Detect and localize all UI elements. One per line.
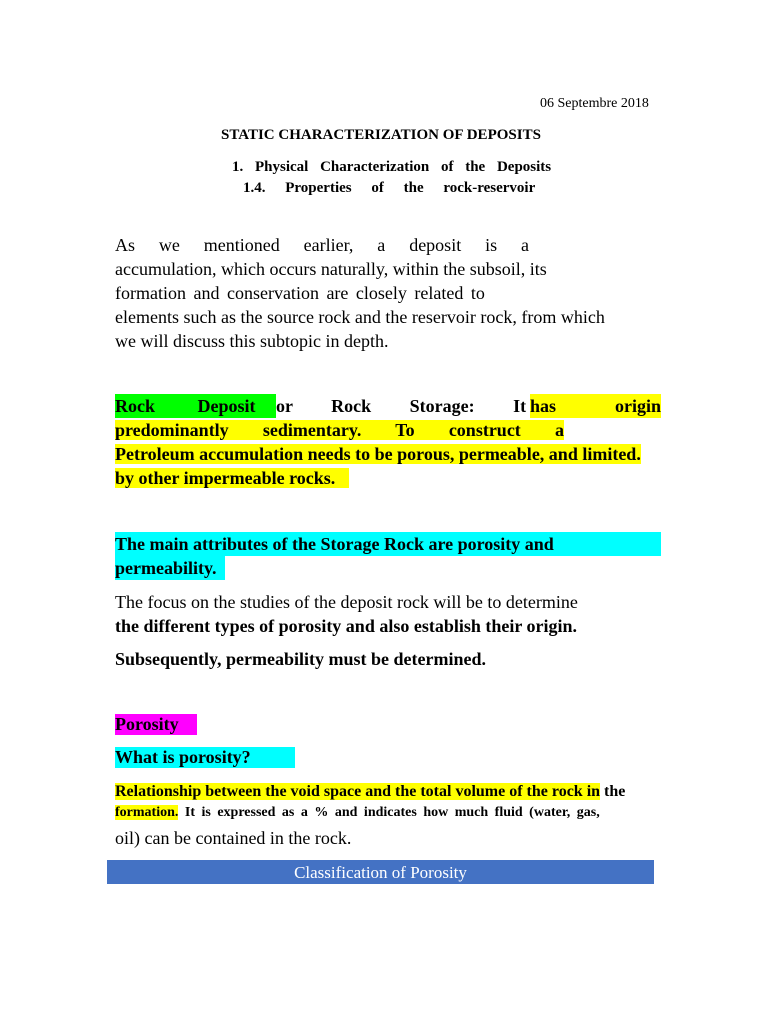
rock-line-2: predominantly sedimentary. To construct a	[115, 420, 564, 440]
intro-line: formation and conservation are closely related to	[115, 283, 485, 303]
rock-deposit-term: Rock Deposit	[115, 396, 256, 416]
permeability-note: Subsequently, permeability must be determined.	[115, 649, 487, 669]
subsection-heading: 1.4. Properties of the rock-reservoir	[243, 180, 536, 196]
attributes-line-2: permeability.	[115, 556, 225, 580]
focus-paragraph	[115, 590, 578, 638]
porosity-definition-line-2	[115, 805, 600, 821]
attributes-paragraph	[115, 532, 661, 580]
porosity-heading	[115, 714, 197, 735]
intro-line: accumulation, which occurs naturally, within the subsoil, its	[115, 259, 547, 279]
rock-line-4-wrap	[115, 466, 661, 490]
rock-origin-text: has origin	[530, 396, 661, 416]
intro-paragraph	[115, 233, 655, 353]
banner-label: Classification of Porosity	[294, 863, 467, 882]
section-heading: 1. Physical Characterization of the Deposits	[232, 159, 552, 175]
focus-line-2: the different types of porosity and also establish their origin.	[115, 616, 578, 636]
rock-deposit-term-highlight	[115, 394, 276, 418]
formation-highlight: formation.	[115, 805, 179, 820]
rock-storage-paragraph	[115, 394, 661, 490]
intro-line: we will discuss this subtopic in depth.	[115, 331, 389, 351]
porosity-definition-highlight: Relationship between the void space and the total volume of the rock in	[115, 783, 601, 800]
porosity-question	[115, 747, 295, 768]
porosity-heading-text: Porosity	[115, 714, 197, 735]
porosity-definition-tail: the	[600, 783, 626, 800]
porosity-definition-rest: It is expressed as a % and indicates how much fluid (water, gas,	[178, 805, 600, 820]
porosity-question-text: What is porosity?	[115, 747, 295, 768]
porosity-definition-line-3: oil) can be contained in the rock.	[115, 828, 352, 848]
document-title: STATIC CHARACTERIZATION OF DEPOSITS	[221, 127, 541, 143]
porosity-definition-line-1	[115, 781, 625, 803]
attributes-line-1: The main attributes of the Storage Rock are porosity and	[115, 532, 661, 556]
intro-line: As we mentioned earlier, a deposit is a	[115, 235, 529, 255]
intro-line: elements such as the source rock and the reservoir rock, from which	[115, 307, 605, 327]
rock-line-3-wrap	[115, 442, 661, 466]
document-date: 06 Septembre 2018	[540, 96, 649, 111]
rock-line-2-wrap	[115, 418, 564, 442]
rock-line-3: Petroleum accumulation needs to be porous, permeable, and limited.	[115, 444, 641, 464]
rock-storage-term: or Rock Storage: It	[276, 396, 527, 416]
classification-of-porosity-banner	[107, 860, 654, 884]
focus-line-1: The focus on the studies of the deposit rock will be to determine	[115, 592, 578, 612]
rock-line-4: by other impermeable rocks.	[115, 468, 349, 488]
